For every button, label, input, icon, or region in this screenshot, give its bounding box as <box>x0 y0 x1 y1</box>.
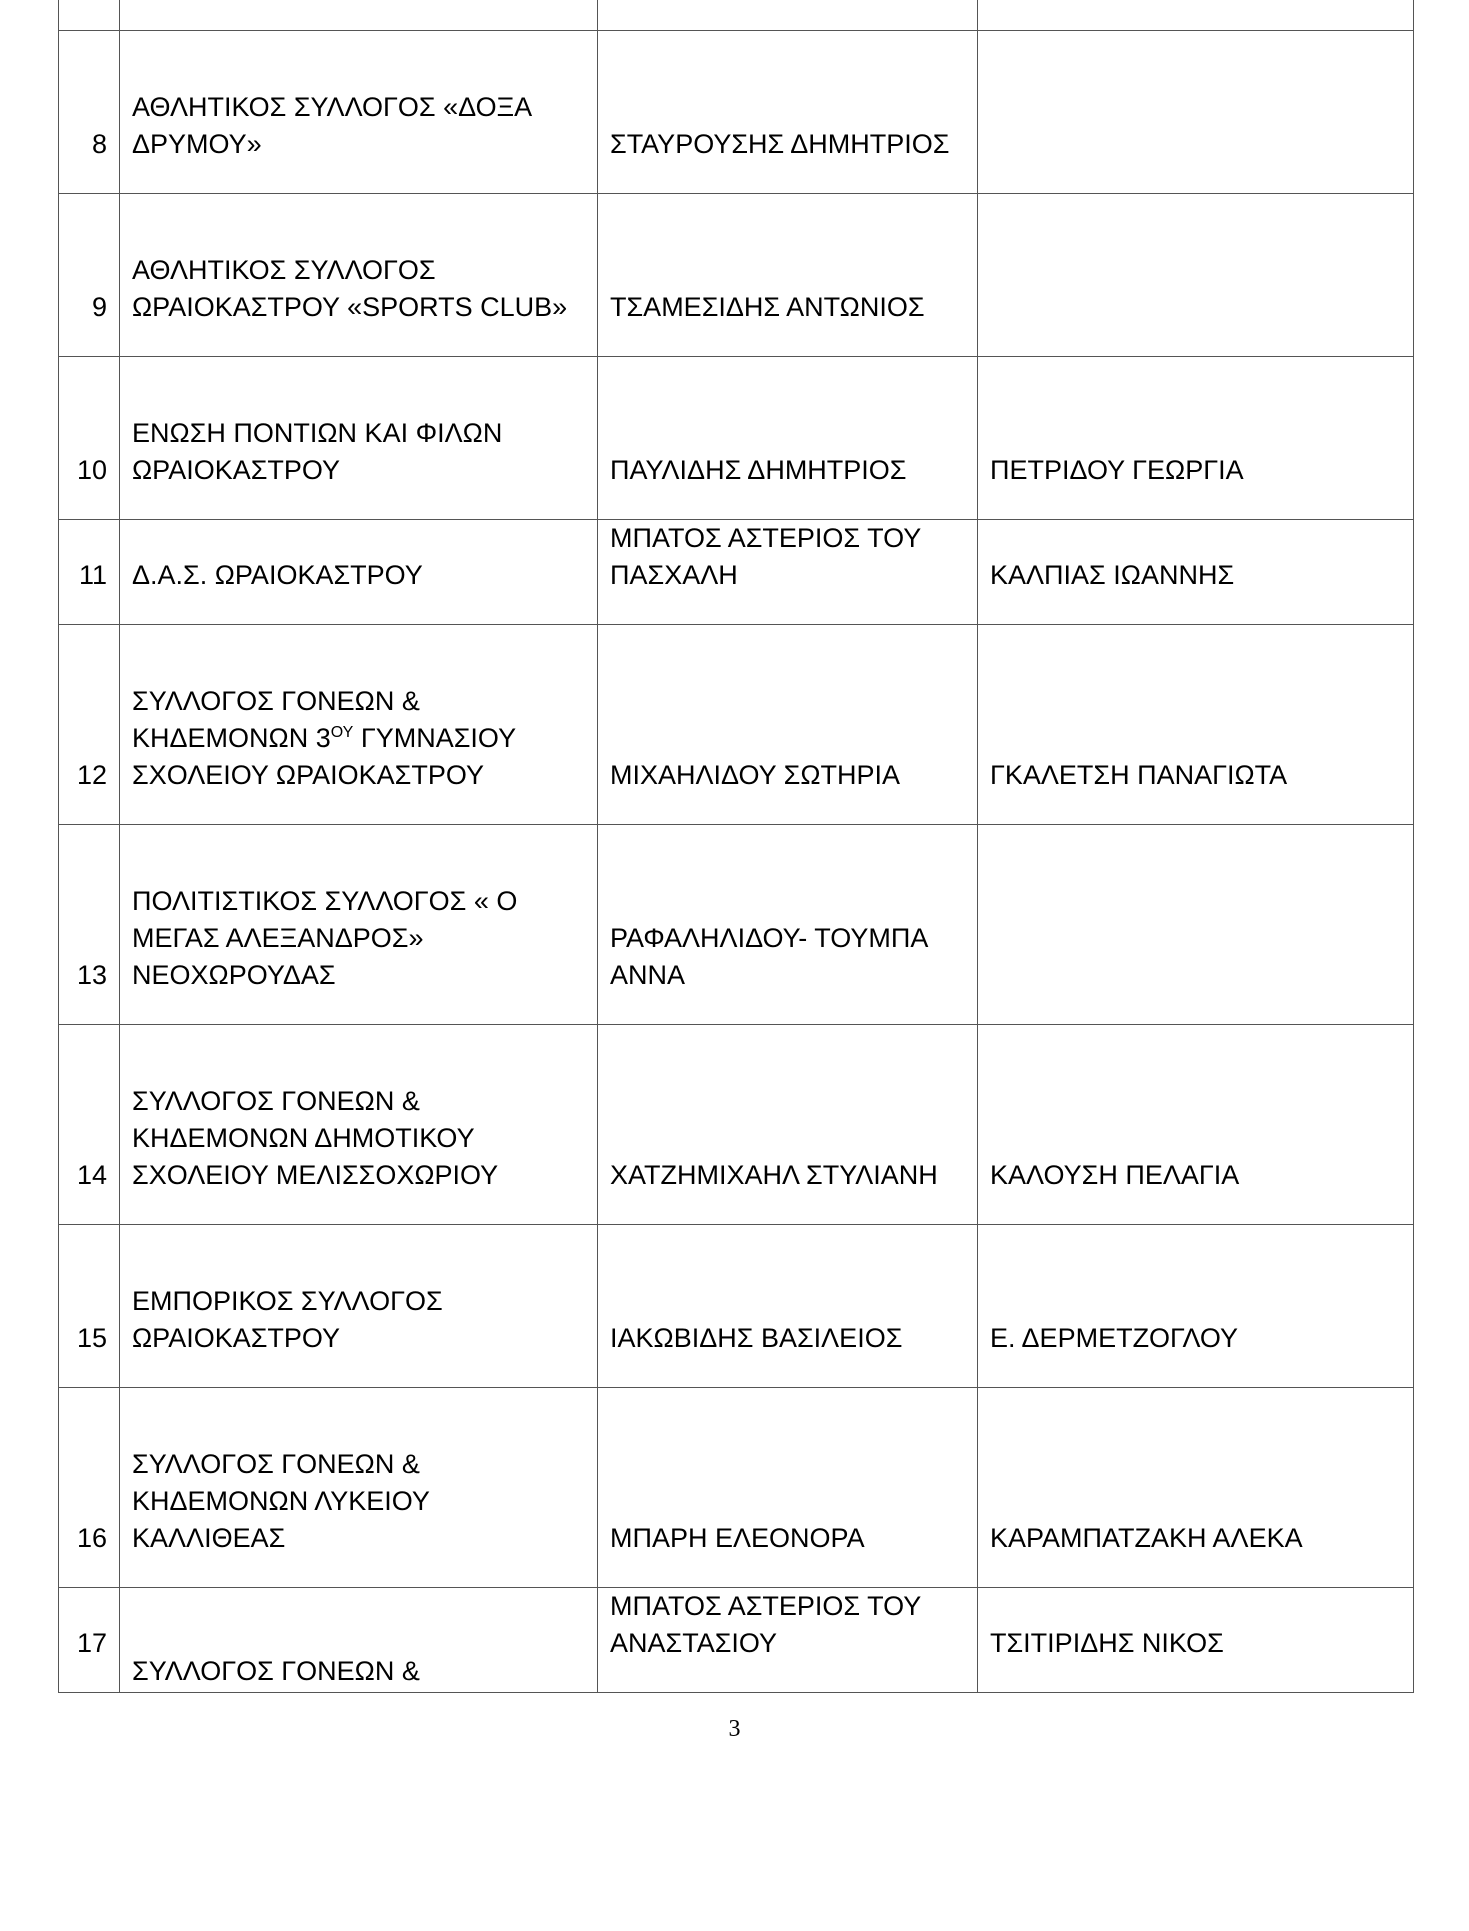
organization-text-part2: ΓΥΜΝΑΣΙΟΥ ΣΧΟΛΕΙΟΥ ΩΡΑΙΟΚΑΣΤΡΟΥ <box>132 723 516 790</box>
representative-cell: ΜΠΑΤΟΣ ΑΣΤΕΡΙΟΣ ΤΟΥ ΠΑΣΧΑΛΗ <box>610 523 921 590</box>
organization-cell: ΣΥΛΛΟΓΟΣ ΓΟΝΕΩΝ & ΚΗΔΕΜΟΝΩΝ ΔΗΜΟΤΙΚΟΥ ΣΧΟΛΕΙΟΥ ΜΕΛΙΣΣΟΧΩΡΙΟΥ <box>132 1086 499 1190</box>
alternate-cell: ΚΑΛΠΙΑΣ ΙΩΑΝΝΗΣ <box>990 560 1235 590</box>
organization-cell: ΠΟΛΙΤΙΣΤΙΚΟΣ ΣΥΛΛΟΓΟΣ « Ο ΜΕΓΑΣ ΑΛΕΞΑΝΔΡΟΣ» ΝΕΟΧΩΡΟΥΔΑΣ <box>132 886 518 990</box>
row-number: 10 <box>76 455 107 485</box>
organization-cell <box>120 0 598 31</box>
organization-cell: ΣΥΛΛΟΓΟΣ ΓΟΝΕΩΝ & <box>132 1656 420 1686</box>
row-number: 15 <box>76 1323 107 1353</box>
table-row <box>59 520 1414 625</box>
row-number: 8 <box>91 129 107 159</box>
alternate-cell: ΚΑΛΟΥΣΗ ΠΕΛΑΓΙΑ <box>990 1160 1240 1190</box>
row-number: 17 <box>76 1628 107 1658</box>
ordinal-superscript: ΟΥ <box>330 724 354 741</box>
organization-cell: ΑΘΛΗΤΙΚΟΣ ΣΥΛΛΟΓΟΣ ΩΡΑΙΟΚΑΣΤΡΟΥ «SPORTS CLUB» <box>132 255 568 322</box>
row-number: 9 <box>91 292 107 322</box>
organization-cell: ΑΘΛΗΤΙΚΟΣ ΣΥΛΛΟΓΟΣ «ΔΟΞΑ ΔΡΥΜΟΥ» <box>132 92 531 159</box>
organization-cell: Δ.Α.Σ. ΩΡΑΙΟΚΑΣΤΡΟΥ <box>132 560 423 590</box>
representative-cell: ΣΤΑΥΡΟΥΣΗΣ ΔΗΜΗΤΡΙΟΣ <box>610 129 950 159</box>
representative-cell <box>598 0 978 31</box>
alternate-cell: ΤΣΙΤΙΡΙΔΗΣ ΝΙΚΟΣ <box>990 1628 1224 1658</box>
table-row <box>59 357 1414 520</box>
representative-cell: ΧΑΤΖΗΜΙΧΑΗΛ ΣΤΥΛΙΑΝΗ <box>610 1160 938 1190</box>
associations-table <box>58 0 1414 1693</box>
organization-cell: ΕΜΠΟΡΙΚΟΣ ΣΥΛΛΟΓΟΣ ΩΡΑΙΟΚΑΣΤΡΟΥ <box>132 1286 443 1353</box>
table-row <box>59 1588 1414 1693</box>
row-number: 16 <box>76 1523 107 1553</box>
representative-cell: ΠΑΥΛΙΔΗΣ ΔΗΜΗΤΡΙΟΣ <box>610 455 907 485</box>
organization-cell: ΣΥΛΛΟΓΟΣ ΓΟΝΕΩΝ & ΚΗΔΕΜΟΝΩΝ ΛΥΚΕΙΟΥ ΚΑΛΛΙΘΕΑΣ <box>132 1449 430 1553</box>
alternate-cell: Ε. ΔΕΡΜΕΤΖΟΓΛΟΥ <box>990 1323 1239 1353</box>
alternate-cell: ΓΚΑΛΕΤΣΗ ΠΑΝΑΓΙΩΤΑ <box>990 760 1288 790</box>
representative-cell: ΤΣΑΜΕΣΙΔΗΣ ΑΝΤΩΝΙΟΣ <box>610 292 925 322</box>
table-row <box>59 1025 1414 1225</box>
organization-cell <box>132 683 585 824</box>
row-number: 13 <box>76 960 107 990</box>
representative-cell: ΡΑΦΑΛΗΛΙΔΟΥ- ΤΟΥΜΠΑ ΑΝΝΑ <box>610 923 927 990</box>
alternate-cell <box>990 994 1401 1024</box>
representative-cell: ΜΙΧΑΗΛΙΔΟΥ ΣΩΤΗΡΙΑ <box>610 760 901 790</box>
table-row <box>59 0 1414 31</box>
table-row <box>59 1225 1414 1388</box>
row-number <box>59 0 120 31</box>
page-number: 3 <box>728 1716 741 1742</box>
table-row <box>59 194 1414 357</box>
organization-cell: ΕΝΩΣΗ ΠΟΝΤΙΩΝ ΚΑΙ ΦΙΛΩΝ ΩΡΑΙΟΚΑΣΤΡΟΥ <box>132 418 503 485</box>
representative-cell: ΙΑΚΩΒΙΔΗΣ ΒΑΣΙΛΕΙΟΣ <box>610 1323 903 1353</box>
representative-cell: ΜΠΑΡΗ ΕΛΕΟΝΟΡΑ <box>610 1523 865 1553</box>
organization-text-part1: ΣΥΛΛΟΓΟΣ ΓΟΝΕΩΝ & ΚΗΔΕΜΟΝΩΝ 3 <box>132 686 420 753</box>
representative-cell: ΜΠΑΤΟΣ ΑΣΤΕΡΙΟΣ ΤΟΥ ΑΝΑΣΤΑΣΙΟΥ <box>610 1591 921 1658</box>
table-row <box>59 1388 1414 1588</box>
row-number: 12 <box>76 760 107 790</box>
row-number: 11 <box>78 560 107 590</box>
alternate-cell: ΠΕΤΡΙΔΟΥ ΓΕΩΡΓΙΑ <box>990 455 1244 485</box>
row-number: 14 <box>76 1160 107 1190</box>
table-row <box>59 825 1414 1025</box>
table-row <box>59 31 1414 194</box>
table-row <box>59 625 1414 825</box>
alternate-cell: ΚΑΡΑΜΠΑΤΖΑΚΗ ΑΛΕΚΑ <box>990 1523 1303 1553</box>
alternate-cell <box>990 326 1401 356</box>
alternate-cell <box>978 0 1414 31</box>
alternate-cell <box>990 163 1401 193</box>
